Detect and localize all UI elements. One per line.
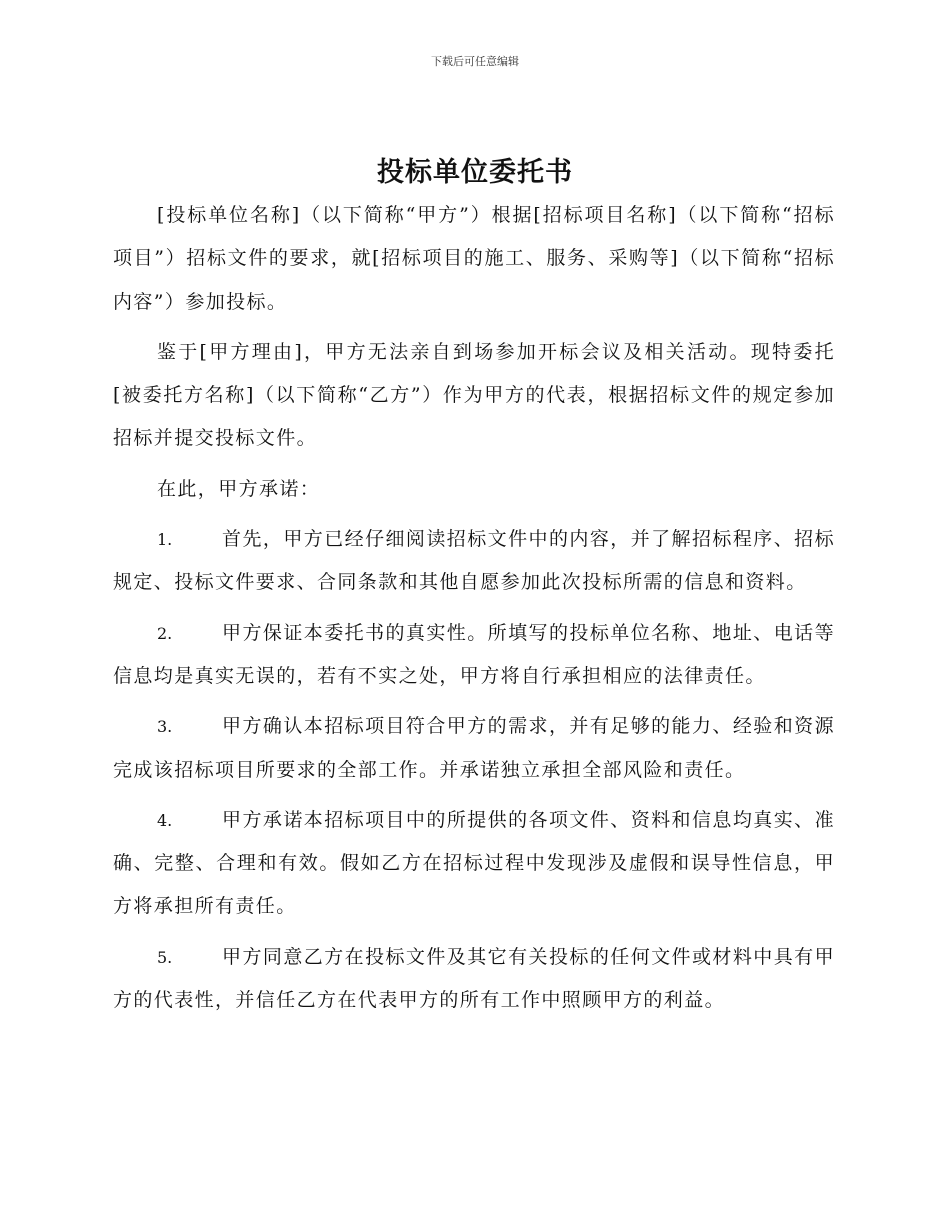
reason-paragraph: 鉴于[甲方理由]，甲方无法亲自到场参加开标会议及相关活动。现特委托[被委托方名称]（以下简称“乙方”）作为甲方的代表，根据招标文件的规定参加招标并提交投标文件。 [113,340,835,450]
list-item [113,705,835,792]
list-item [113,799,835,929]
intro-paragraph: [投标单位名称]（以下简称“甲方”）根据[招标项目名称]（以下简称“招标项目”）招标文件的要求，就[招标项目的施工、服务、采购等]（以下简称“招标内容”）参加投标。 [113,204,835,313]
commitment-intro: 在此，甲方承诺： [157,477,321,500]
list-item [113,518,835,605]
list-item-text: 甲方同意乙方在投标文件及其它有关投标的任何文件或材料中具有甲方的代表性，并信任乙方在代表甲方的所有工作中照顾甲方的利益。 [113,945,835,1012]
list-item-number: 2. [157,623,173,643]
list-item-number: 1. [157,530,173,550]
list-item-number: 4. [157,810,173,830]
list-item-number: 3. [157,717,173,737]
list-item [113,612,835,699]
list-item [113,936,835,1023]
document-title: 投标单位委托书 [377,157,573,188]
page-header-note: 下载后可任意编辑 [431,55,519,68]
list-item-text: 甲方保证本委托书的真实性。所填写的投标单位名称、地址、电话等信息均是真实无误的，若有不实之处，甲方将自行承担相应的法律责任。 [113,621,835,687]
list-item-text: 甲方确认本招标项目符合甲方的需求，并有足够的能力、经验和资源完成该招标项目所要求的全部工作。并承诺独立承担全部风险和责任。 [113,715,835,781]
list-item-text: 甲方承诺本招标项目中的所提供的各项文件、资料和信息均真实、准确、完整、合理和有效。假如乙方在招标过程中发现涉及虚假和误导性信息，甲方将承担所有责任。 [113,808,835,918]
list-item-text: 首先，甲方已经仔细阅读招标文件中的内容，并了解招标程序、招标规定、投标文件要求、合同条款和其他自愿参加此次投标所需的信息和资料。 [113,528,835,594]
list-item-number: 5. [157,947,173,967]
document-body [113,194,835,1029]
